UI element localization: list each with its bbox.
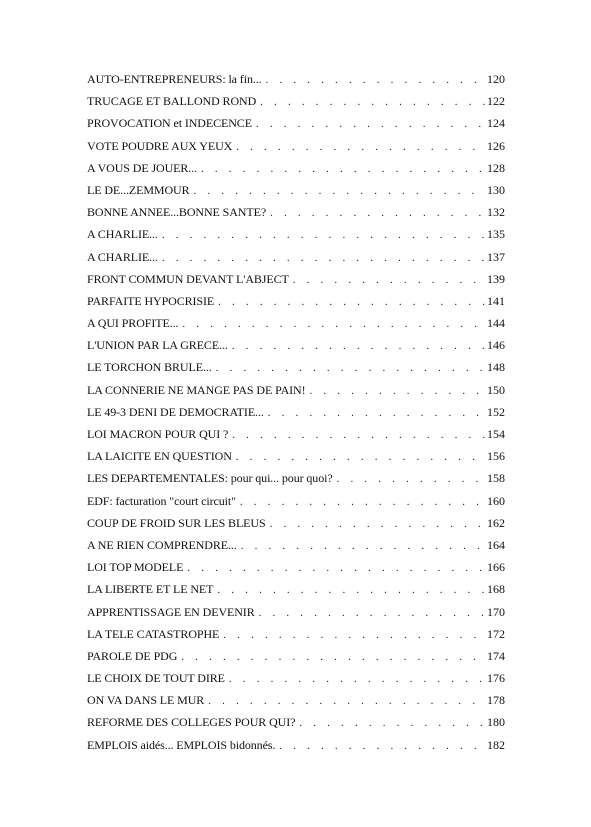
toc-entry-title: EDF: facturation "court circuit" [87, 493, 236, 508]
toc-entry-page-number: 182 [487, 737, 505, 752]
toc-entry [87, 112, 505, 134]
toc-entry-page-number: 158 [487, 471, 505, 486]
toc-entry [87, 689, 505, 711]
dot-leader [310, 380, 486, 401]
toc-entry [87, 179, 505, 201]
toc-entry-title: AUTO-ENTREPRENEURS: la fin... [87, 72, 262, 86]
toc-entry-page-number: 135 [487, 227, 505, 242]
dot-leader [201, 158, 485, 179]
toc-entry-page-number: 160 [487, 493, 505, 508]
toc-entry-page-number: 180 [487, 715, 505, 730]
toc-entry-title: TRUCAGE ET BALLOND ROND [87, 94, 257, 109]
toc-entry [87, 334, 505, 356]
toc-entry [87, 512, 505, 534]
dot-leader [181, 646, 485, 667]
toc-entry [87, 401, 505, 423]
dot-leader [223, 624, 485, 645]
toc-entry-page-number: 146 [487, 338, 505, 353]
toc-entry [87, 490, 505, 512]
toc-entry-page-number: 168 [487, 582, 505, 597]
dot-leader [194, 180, 486, 201]
toc-entry-page-number: 128 [487, 160, 505, 175]
toc-entry-page-number: 172 [487, 626, 505, 641]
toc-entry [87, 467, 505, 489]
dot-leader [162, 247, 485, 268]
toc-entry-title: LOI MACRON POUR QUI ? [87, 427, 229, 441]
toc-entry-page-number: 166 [487, 560, 505, 575]
toc-entry [87, 90, 505, 112]
toc-entry-page-number: 132 [487, 205, 505, 220]
toc-entry-page-number: 139 [487, 271, 505, 286]
toc-entry-title: LA LAICITE EN QUESTION [87, 449, 232, 464]
toc-entry-page-number: 120 [487, 72, 505, 86]
dot-leader [236, 136, 485, 157]
toc-entry-page-number: 154 [487, 427, 505, 441]
toc-entry-title: L'UNION PAR LA GRECE... [87, 338, 228, 353]
toc-entry-page-number: 150 [487, 382, 505, 397]
toc-entry [87, 667, 505, 689]
toc-entry-title: LOI TOP MODELE [87, 560, 184, 575]
toc-entry [87, 246, 505, 268]
dot-leader [337, 468, 485, 489]
toc-entry [87, 223, 505, 245]
toc-entry-page-number: 124 [487, 116, 505, 131]
toc-entry [87, 312, 505, 334]
toc-entry [87, 356, 505, 378]
dot-leader [232, 335, 485, 356]
toc-entry [87, 711, 505, 733]
toc-entry [87, 578, 505, 600]
dot-leader [208, 690, 485, 711]
dot-leader [268, 402, 485, 423]
toc-entry-page-number: 122 [487, 94, 505, 109]
dot-leader [217, 579, 485, 600]
dot-leader [232, 424, 485, 445]
toc-entry-title: LA TELE CATASTROPHE [87, 626, 220, 641]
dot-leader [236, 446, 485, 467]
toc-entry-title: LA CONNERIE NE MANGE PAS DE PAIN! [87, 382, 306, 397]
toc-entry-title: A NE RIEN COMPRENDRE... [87, 537, 237, 552]
toc-entry [87, 623, 505, 645]
toc-entry-title: PAROLE DE PDG [87, 648, 178, 663]
table-of-contents [87, 68, 505, 756]
toc-entry-title: APPRENTISSAGE EN DEVENIR [87, 604, 255, 619]
toc-entry-title: VOTE POUDRE AUX YEUX [87, 138, 233, 153]
toc-entry-title: LA LIBERTE ET LE NET [87, 582, 214, 597]
toc-entry-title: LE 49-3 DENI DE DEMOCRATIE... [87, 404, 264, 419]
toc-entry-title: A CHARLIE... [87, 249, 158, 264]
dot-leader [293, 269, 485, 290]
toc-entry [87, 534, 505, 556]
dot-leader [270, 202, 485, 223]
toc-entry-title: LES DEPARTEMENTALES: pour qui... pour quoi? [87, 471, 333, 486]
toc-entry-page-number: 178 [487, 693, 505, 708]
toc-entry-page-number: 176 [487, 671, 505, 686]
dot-leader [182, 313, 485, 334]
dot-leader [259, 602, 485, 623]
toc-entry-page-number: 126 [487, 138, 505, 153]
toc-entry [87, 556, 505, 578]
toc-entry-page-number: 162 [487, 515, 505, 530]
toc-entry-page-number: 152 [487, 404, 505, 419]
dot-leader [229, 668, 485, 689]
toc-entry-title: A CHARLIE... [87, 227, 158, 242]
toc-entry-title: LE CHOIX DE TOUT DIRE [87, 671, 225, 686]
dot-leader [218, 291, 485, 312]
toc-entry-page-number: 144 [487, 316, 505, 331]
dot-leader [299, 712, 485, 733]
dot-leader [162, 224, 485, 245]
toc-entry-title: PARFAITE HYPOCRISIE [87, 293, 215, 308]
toc-entry-page-number: 156 [487, 449, 505, 464]
toc-entry-title: FRONT COMMUN DEVANT L'ABJECT [87, 271, 289, 286]
dot-leader [240, 491, 485, 512]
toc-entry-title: LE TORCHON BRULE... [87, 360, 212, 375]
toc-entry [87, 157, 505, 179]
toc-entry-title: REFORME DES COLLEGES POUR QUI? [87, 715, 296, 730]
toc-entry-title: A VOUS DE JOUER... [87, 160, 197, 175]
toc-entry-title: LE DE...ZEMMOUR [87, 182, 190, 197]
toc-entry [87, 379, 505, 401]
toc-entry [87, 423, 505, 445]
toc-entry-title: A QUI PROFITE... [87, 316, 179, 331]
dot-leader [279, 735, 485, 756]
dot-leader [187, 557, 485, 578]
dot-leader [260, 91, 485, 112]
toc-entry [87, 734, 505, 756]
toc-entry-title: ON VA DANS LE MUR [87, 693, 205, 708]
toc-entry [87, 201, 505, 223]
toc-entry-page-number: 174 [487, 648, 505, 663]
toc-entry-page-number: 141 [487, 293, 505, 308]
toc-entry [87, 268, 505, 290]
toc-entry-page-number: 137 [487, 249, 505, 264]
dot-leader [216, 357, 485, 378]
toc-entry [87, 645, 505, 667]
toc-entry [87, 601, 505, 623]
toc-entry-page-number: 130 [487, 182, 505, 197]
toc-entry-page-number: 164 [487, 537, 505, 552]
toc-entry [87, 68, 505, 90]
toc-entry [87, 290, 505, 312]
toc-entry-page-number: 148 [487, 360, 505, 375]
toc-entry-title: EMPLOIS aidés... EMPLOIS bidonnés. [87, 737, 276, 752]
dot-leader [256, 113, 485, 134]
dot-leader [266, 69, 485, 90]
toc-entry-title: COUP DE FROID SUR LES BLEUS [87, 515, 266, 530]
toc-entry [87, 445, 505, 467]
toc-entry-title: BONNE ANNEE...BONNE SANTE? [87, 205, 267, 220]
toc-entry-page-number: 170 [487, 604, 505, 619]
dot-leader [270, 513, 485, 534]
dot-leader [241, 535, 485, 556]
toc-entry [87, 135, 505, 157]
toc-entry-title: PROVOCATION et INDECENCE [87, 116, 252, 131]
